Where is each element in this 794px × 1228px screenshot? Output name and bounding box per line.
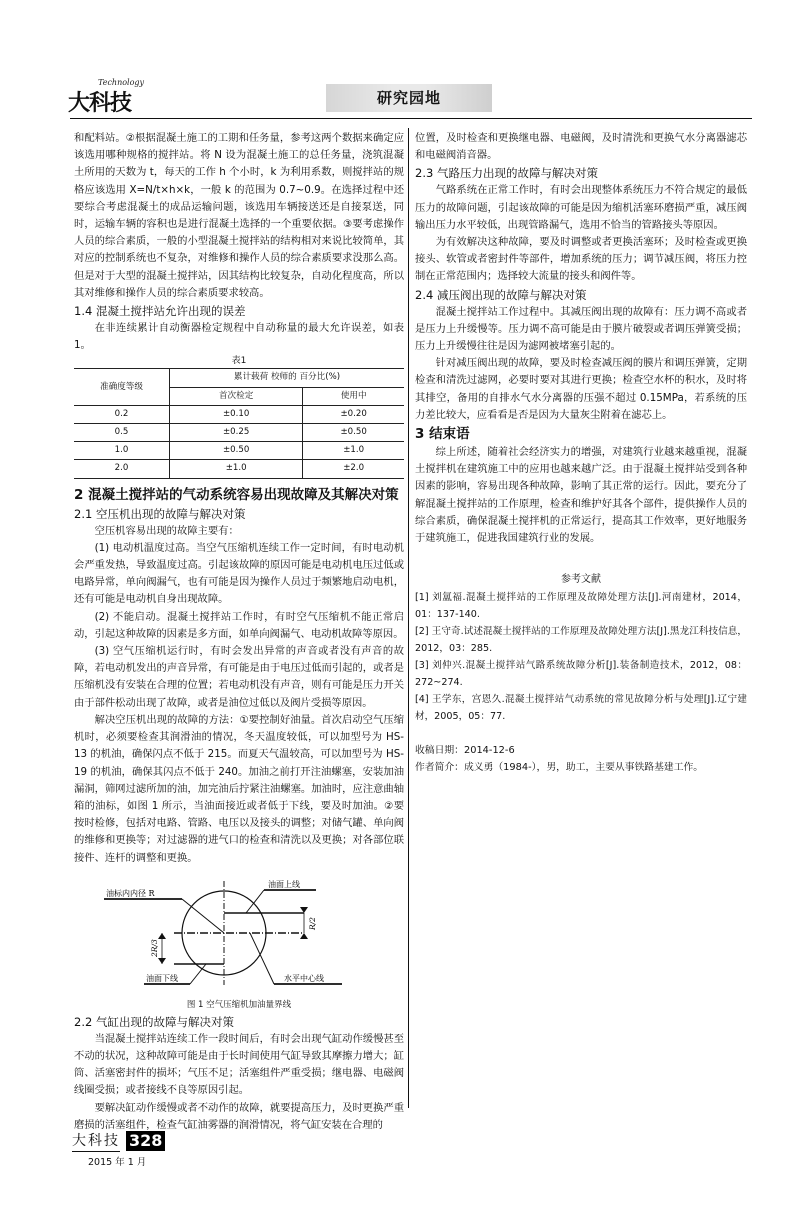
label-2r3: 2R/3 bbox=[150, 939, 159, 957]
section-heading-3: 3 结束语 bbox=[415, 426, 470, 443]
paragraph: 在非连续累计自动衡器检定规程中自动称量的最大允许误差，如表1。 bbox=[74, 322, 404, 352]
oil-gauge-diagram bbox=[94, 873, 394, 995]
issue-date: 2015 年 1 月 bbox=[88, 1157, 147, 1168]
cell-use: ±1.0 bbox=[303, 442, 404, 460]
label-lower: 油面下线 bbox=[146, 973, 178, 983]
figure-oil-level bbox=[74, 873, 404, 1013]
label-radius: 油标内内径 R bbox=[106, 888, 155, 898]
right-column bbox=[415, 130, 747, 776]
cell-first: ±0.50 bbox=[169, 442, 302, 460]
references-title: 参考文献 bbox=[561, 574, 601, 586]
paragraph: 当混凝土搅拌站连续工作一段时间后，有时会出现气缸动作缓慢甚至不动的状况，这种故障可能是由于长时间使用气缸导致其摩擦力增大；缸筒、活塞密封件的损坏；气压不足；活塞组件严重受损；继电器、电磁阀线圈受损；或者接线不良等原因引起。 bbox=[74, 1032, 404, 1097]
error-table bbox=[74, 368, 404, 478]
label-r2: R/2 bbox=[308, 916, 317, 930]
paragraph: 针对减压阀出现的故障，要及时检查减压阀的膜片和调压弹簧，定期检查和清洗过滤网，必要时要对其进行更换；检查空水杯的积水，及时将其排空，备用的自排水气水分离器的压强不超过 0.15MPa，若系统的压力差比较大，应看看是否是因为大量灰尘附着在滤芯上。 bbox=[415, 357, 747, 421]
paragraph: 空压机容易出现的故障主要有： bbox=[94, 524, 239, 537]
reference-item: [2] 王守奇.试述混凝土搅拌站的工作原理及故障处理方法[J].黑龙江科技信息，2012，03：285. bbox=[415, 626, 747, 655]
table-header-first: 首次检定 bbox=[169, 387, 302, 405]
table-row bbox=[74, 405, 404, 423]
reference-item: [3] 刘仲兴.混凝土搅拌站气路系统故障分析[J].装备制造技术，2012，08：272~274. bbox=[415, 660, 747, 689]
header-rule bbox=[70, 118, 752, 119]
leader-upper bbox=[246, 890, 264, 913]
leader-center bbox=[250, 933, 274, 984]
cell-use: ±0.20 bbox=[303, 405, 404, 423]
cell-use: ±0.50 bbox=[303, 424, 404, 442]
cell-grade: 1.0 bbox=[74, 442, 169, 460]
logo-text: 大科技 bbox=[68, 91, 132, 116]
paragraph: (2) 不能启动。混凝土搅拌站工作时，有时空气压缩机不能正常启动，引起这种故障的因素是多方面，如单向阀漏气、电动机故障等原因。 bbox=[74, 610, 404, 640]
logo-tagline: Technology bbox=[98, 78, 145, 87]
cell-grade: 0.2 bbox=[74, 405, 169, 423]
paragraph: 位置，及时检查和更换继电器、电磁阀，及时清洗和更换气水分离器滤芯和电磁阀消音器。 bbox=[415, 132, 747, 162]
table-caption: 表1 bbox=[231, 356, 247, 367]
paragraph: (1) 电动机温度过高。当空气压缩机连续工作一定时间，有时电动机会严重发热，导致温度过高。引起该故障的原因可能是电动机电压过低或电路异常，单向阀漏气，也有可能是因为操作人员过于频繁地启动电机，还有可能是电动机自身出现故障。 bbox=[74, 541, 404, 606]
page-footer bbox=[72, 1130, 165, 1168]
leader-radius bbox=[182, 899, 224, 933]
author-bio: 作者简介：成义勇（1984-），男，助工，主要从事铁路基建工作。 bbox=[415, 762, 704, 774]
figure-caption: 图 1 空气压缩机加油量界线 bbox=[186, 999, 292, 1010]
section-heading-2-4: 2.4 减压阀出现的故障与解决对策 bbox=[415, 287, 587, 302]
table-header-grade: 准确度等级 bbox=[74, 369, 169, 405]
section-heading-2: 2 混凝土搅拌站的气动系统容易出现故障及其解决对策 bbox=[74, 486, 399, 503]
paragraph: (3) 空气压缩机运行时，有时会发出异常的声音或者没有声音的故障，若电动机发出的声音异常，有可能是由于电压过低而引起的，或者是压缩机没有安装在合理的位置；若电动机没有声音，则有可能是压力开关由于部件松动出现了故障，或者是油位过低以及阀片受损等原因。 bbox=[74, 645, 404, 709]
cell-first: ±0.25 bbox=[169, 424, 302, 442]
section-heading-2-1: 2.1 空压机出现的故障与解决对策 bbox=[74, 506, 246, 521]
journal-logo bbox=[68, 78, 148, 118]
section-banner: 研究园地 bbox=[326, 84, 492, 112]
cell-grade: 2.0 bbox=[74, 460, 169, 478]
table-header-group: 累计载荷 校师的 百分比(%) bbox=[169, 369, 404, 387]
reference-item: [1] 刘氲福.混凝土搅拌站的工作原理及故障处理方法[J].河南建材，2014，01：137-140. bbox=[415, 592, 747, 621]
leader-lower bbox=[190, 964, 206, 984]
cell-first: ±1.0 bbox=[169, 460, 302, 478]
table-header-use: 使用中 bbox=[303, 387, 404, 405]
cell-grade: 0.5 bbox=[74, 424, 169, 442]
cell-first: ±0.10 bbox=[169, 405, 302, 423]
table-row bbox=[74, 442, 404, 460]
table-row bbox=[74, 424, 404, 442]
paragraph: 解决空压机出现的故障的方法：①要控制好油量。首次启动空气压缩机时，必须要检查其润滑油的情况，冬天温度较低，可以加型号为 HS-13 的机油，确保闪点不低于 215。而夏天气温较高，可以加型号为 HS-19 的机油，确保其闪点不低于 240。加油之前打开注油螺塞，安装加油漏洞，筛网过滤所加的油，加完油后拧紧注油螺塞。加油时，应注意曲轴箱的油标，如图 1 所示，当油面接近或者低于下线，要及时加油。②要按时检修，包括对电路、管路、电压以及接头的调整；对储气罐、单向阀的维修和更换等；对过滤器的进气口的检查和清洗以及更换；对各部位联接件、连杆的调整和更换。 bbox=[74, 713, 404, 864]
section-heading-2-3: 2.3 气路压力出现的故障与解决对策 bbox=[415, 166, 598, 181]
table-row bbox=[74, 460, 404, 478]
page-number: 328 bbox=[126, 1131, 165, 1151]
left-column bbox=[74, 130, 404, 1134]
footer-brand: 大科技 bbox=[72, 1130, 120, 1152]
paragraph: 综上所述，随着社会经济实力的增强，对建筑行业越来越重视，混凝土搅拌机在建筑施工中的应用也越来越广泛。由于混凝土搅拌站受到各种因素的影响，容易出现各种故障，影响了其正常的运行。因此，要充分了解混凝土搅拌站的工作原理，检查和维护好其各个部件，提供操作人员的综合素质，确保混凝土搅拌机的正常运行，提高其工作效率，更好地服务于建筑施工，促进我国建筑行业的发展。 bbox=[415, 446, 747, 545]
section-heading-1-4: 1.4 混凝土搅拌站允许出现的误差 bbox=[74, 304, 246, 319]
paragraph: 和配料站。②根据混凝土施工的工期和任务量，参考这两个数据来确定应该选用哪种规格的搅拌站。将 N 设为混凝土施工的总任务量，浇筑混凝土所用的天数为 t，每天的工作 h 个小时，k 为利用系数，则搅拌站的规格应该选用 X=N/t×h×k，一般 k 的范围为 0.7~0.9。在选择过程中还要综合考虑混凝土的成品运输问题，该选用车辆接送还是自接泵送，同时，运输车辆的容积也是进行混凝土选择的一个重要依据。③要考虑操作人员的综合素质，一般的小型混凝土搅拌站的结构相对来说比较简单，其对应的控制系统也不复杂，对维修和操作人员的综合素质要求没那么高。但是对于大型的混凝土搅拌站，因其结构比较复杂，自动化程度高，所以其对维修和操作人员的综合素质要求较高。 bbox=[74, 132, 404, 299]
cell-use: ±2.0 bbox=[303, 460, 404, 478]
paragraph: 为有效解决这种故障，要及时调整或者更换活塞环；及时检查或更换接头、软管或者密封件等部件，增加系统的压力；调节减压阀，将压力控制在正常范围内；选择较大流量的接头和阀件等。 bbox=[415, 236, 747, 283]
received-date: 收稿日期：2014-12-6 bbox=[415, 745, 515, 757]
paragraph: 混凝土搅拌站工作过程中。其减压阀出现的故障有：压力调不高或者是压力上升缓慢等。压力调不高可能是由于膜片破裂或者调压弹簧受损；压力上升缓慢往往是因为滤网被堵塞引起的。 bbox=[415, 305, 747, 353]
label-upper: 油面上线 bbox=[268, 879, 300, 889]
reference-item: [4] 王学东，宫恩久.混凝土搅拌站气动系统的常见故障分析与处理[J].辽宁建材，2005，05：77. bbox=[415, 694, 747, 723]
paragraph: 要解决缸动作缓慢或者不动作的故障，就要提高压力，及时更换严重磨损的活塞组件，检查气缸油雾器的润滑情况，将气缸安装在合理的 bbox=[74, 1101, 404, 1131]
paragraph: 气路系统在正常工作时，有时会出现整体系统压力不符合规定的最低压力的故障问题，引起该故障的可能是因为缩机活塞环磨损严重，减压阀输出压力水平较低，出现管路漏气，选用不恰当的管路接头等原因。 bbox=[415, 184, 747, 231]
section-heading-2-2: 2.2 气缸出现的故障与解决对策 bbox=[74, 1014, 234, 1029]
label-center: 水平中心线 bbox=[284, 973, 324, 983]
column-divider bbox=[408, 128, 409, 1108]
